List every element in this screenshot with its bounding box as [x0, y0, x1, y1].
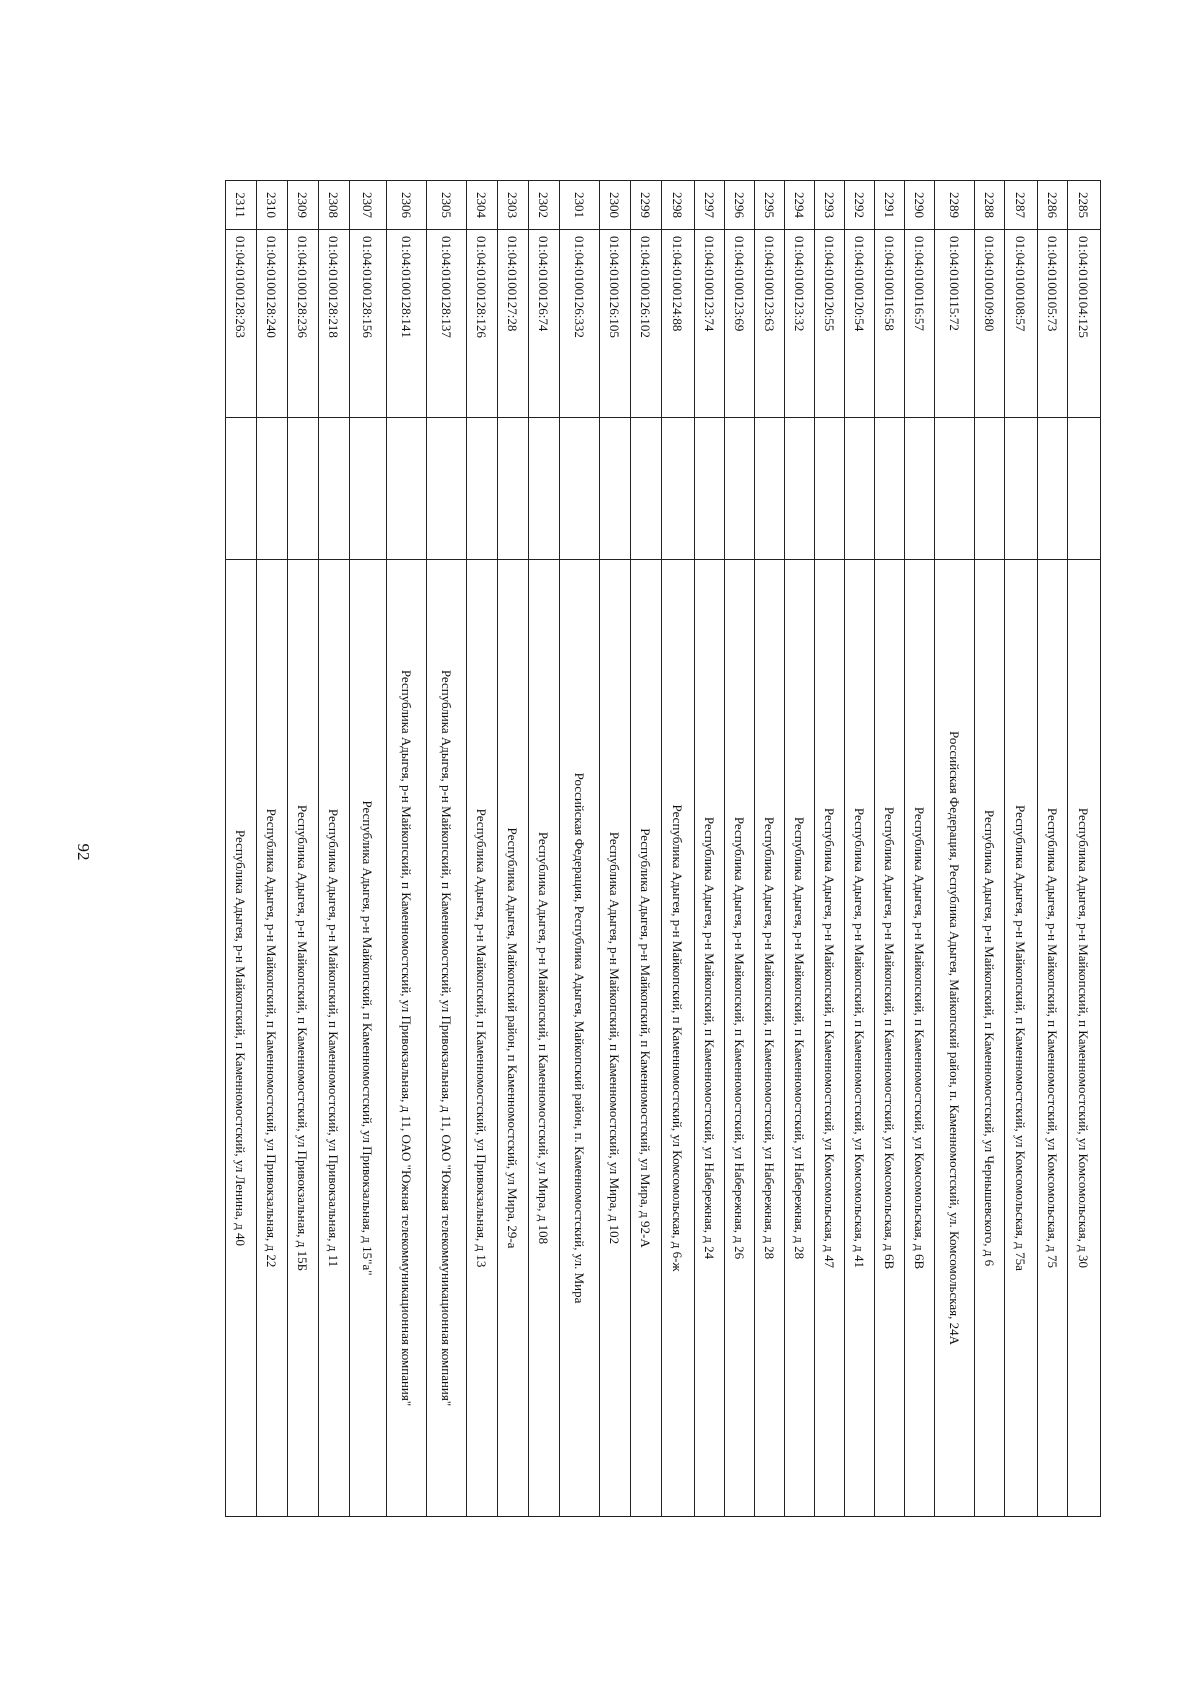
row-number: 2304: [467, 181, 498, 230]
table-row: [631, 181, 662, 1517]
address: Республика Адыгея, р-н Майкопский, п Каменномостский, ул Чернышевского, д 6: [975, 560, 1005, 1517]
table-row: [755, 181, 785, 1517]
table-row: [1068, 181, 1101, 1517]
table-row: [875, 181, 905, 1517]
empty-cell: [755, 418, 785, 560]
table-row: [725, 181, 755, 1517]
row-number: 2311: [226, 181, 257, 230]
empty-cell: [387, 418, 427, 560]
address: Республика Адыгея, р-н Майкопский, п Каменномостский, ул Набережная, д 26: [725, 560, 755, 1517]
empty-cell: [875, 418, 905, 560]
cadastral-number: 01:04:0100108:57: [1005, 230, 1038, 418]
row-number: 2310: [257, 181, 288, 230]
row-number: 2288: [975, 181, 1005, 230]
row-number: 2297: [695, 181, 725, 230]
table-row: [785, 181, 815, 1517]
row-number: 2298: [662, 181, 695, 230]
cadastral-number: 01:04:0100116:57: [905, 230, 935, 418]
address: Республика Адыгея, р-н Майкопский, п Каменномостский, ул Комсомольская, д 41: [845, 560, 875, 1517]
cadastral-number: 01:04:0100126:102: [631, 230, 662, 418]
row-number: 2303: [498, 181, 529, 230]
address: Российская Федерация, Республика Адыгея, Майкопский район, п. Каменномостский, ул. Комсомольская, 24А: [935, 560, 975, 1517]
empty-cell: [662, 418, 695, 560]
row-number: 2308: [319, 181, 350, 230]
address: Республика Адыгея, р-н Майкопский, п Каменномостский, ул Привокзальная, д 15Б: [288, 560, 319, 1517]
table-row: [467, 181, 498, 1517]
row-number: 2292: [845, 181, 875, 230]
table-row: [695, 181, 725, 1517]
table-row: [1005, 181, 1038, 1517]
address: Республика Адыгея, р-н Майкопский, п Каменномостский, ул Мира, д 92-А: [631, 560, 662, 1517]
row-number: 2289: [935, 181, 975, 230]
empty-cell: [1005, 418, 1038, 560]
row-number: 2309: [288, 181, 319, 230]
cadastral-number: 01:04:0100128:137: [427, 230, 467, 418]
address: Республика Адыгея, р-н Майкопский, п Каменномостский, ул Мира, д 102: [600, 560, 631, 1517]
address: Республика Адыгея, р-н Майкопский, п Каменномостский, ул Комсомольская, д 6-ж: [662, 560, 695, 1517]
row-number: 2301: [560, 181, 600, 230]
empty-cell: [498, 418, 529, 560]
empty-cell: [427, 418, 467, 560]
empty-cell: [725, 418, 755, 560]
cadastral-number: 01:04:0100124:88: [662, 230, 695, 418]
address: Республика Адыгея, р-н Майкопский, п Каменномостский, ул Привокзальная, д 15"а": [350, 560, 387, 1517]
cadastral-number: 01:04:0100126:105: [600, 230, 631, 418]
cadastral-number: 01:04:0100115:72: [935, 230, 975, 418]
empty-cell: [467, 418, 498, 560]
registry-table: [225, 180, 1101, 1517]
page-number: 92: [74, 843, 93, 861]
empty-cell: [600, 418, 631, 560]
cadastral-number: 01:04:0100128:156: [350, 230, 387, 418]
cadastral-number: 01:04:0100116:58: [875, 230, 905, 418]
empty-cell: [1038, 418, 1068, 560]
row-number: 2293: [815, 181, 845, 230]
address: Республика Адыгея, р-н Майкопский, п Каменномостский, ул Ленина, д 40: [226, 560, 257, 1517]
row-number: 2291: [875, 181, 905, 230]
empty-cell: [815, 418, 845, 560]
cadastral-number: 01:04:0100104:125: [1068, 230, 1101, 418]
row-number: 2300: [600, 181, 631, 230]
registry-table-body: [226, 181, 1101, 1517]
row-number: 2296: [725, 181, 755, 230]
row-number: 2302: [529, 181, 560, 230]
empty-cell: [529, 418, 560, 560]
address: Республика Адыгея, р-н Майкопский, п Каменномостский, ул Набережная, д 28: [785, 560, 815, 1517]
address: Республика Адыгея, р-н Майкопский, п Каменномостский, ул Комсомольская, д 75: [1038, 560, 1068, 1517]
empty-cell: [935, 418, 975, 560]
empty-cell: [560, 418, 600, 560]
empty-cell: [845, 418, 875, 560]
cadastral-number: 01:04:0100109:80: [975, 230, 1005, 418]
cadastral-number: 01:04:0100128:218: [319, 230, 350, 418]
table-row: [288, 181, 319, 1517]
row-number: 2299: [631, 181, 662, 230]
address: Республика Адыгея, р-н Майкопский, п Каменномостский, ул Привокзальная, д 13: [467, 560, 498, 1517]
address: Республика Адыгея, р-н Майкопский, п Каменномостский, ул Комсомольская, д 75а: [1005, 560, 1038, 1517]
table-row: [427, 181, 467, 1517]
row-number: 2306: [387, 181, 427, 230]
empty-cell: [975, 418, 1005, 560]
table-row: [975, 181, 1005, 1517]
table-row: [498, 181, 529, 1517]
cadastral-number: 01:04:0100105:73: [1038, 230, 1068, 418]
address: Республика Адыгея, р-н Майкопский, п Каменномостский, ул Привокзальная, д 11: [319, 560, 350, 1517]
address: Республика Адыгея, р-н Майкопский, п Каменномостский, ул Комсомольская, д 30: [1068, 560, 1101, 1517]
address: Республика Адыгея, р-н Майкопский, п Каменномостский, ул Привокзальная, д 11, ОАО "Южная телекоммуникационная компания": [427, 560, 467, 1517]
row-number: 2307: [350, 181, 387, 230]
table-row: [350, 181, 387, 1517]
table-row: [905, 181, 935, 1517]
table-row: [600, 181, 631, 1517]
cadastral-number: 01:04:0100126:332: [560, 230, 600, 418]
empty-cell: [785, 418, 815, 560]
cadastral-number: 01:04:0100128:263: [226, 230, 257, 418]
cadastral-number: 01:04:0100128:126: [467, 230, 498, 418]
row-number: 2294: [785, 181, 815, 230]
cadastral-number: 01:04:0100123:63: [755, 230, 785, 418]
cadastral-number: 01:04:0100128:141: [387, 230, 427, 418]
table-row: [529, 181, 560, 1517]
registry-table-rotated: [172, 180, 1101, 1517]
cadastral-number: 01:04:0100120:54: [845, 230, 875, 418]
cadastral-number: 01:04:0100123:32: [785, 230, 815, 418]
table-row: [815, 181, 845, 1517]
empty-cell: [350, 418, 387, 560]
address: Республика Адыгея, р-н Майкопский, п Каменномостский, ул Набережная, д 28: [755, 560, 785, 1517]
table-row: [319, 181, 350, 1517]
address: Республика Адыгея, р-н Майкопский, п Каменномостский, ул Мира, д 108: [529, 560, 560, 1517]
empty-cell: [319, 418, 350, 560]
row-number: 2290: [905, 181, 935, 230]
cadastral-number: 01:04:0100128:236: [288, 230, 319, 418]
address: Республика Адыгея, р-н Майкопский, п Каменномостский, ул Набережная, д 24: [695, 560, 725, 1517]
empty-cell: [905, 418, 935, 560]
cadastral-number: 01:04:0100127:28: [498, 230, 529, 418]
empty-cell: [1068, 418, 1101, 560]
row-number: 2286: [1038, 181, 1068, 230]
empty-cell: [257, 418, 288, 560]
cadastral-number: 01:04:0100126:74: [529, 230, 560, 418]
cadastral-number: 01:04:0100120:55: [815, 230, 845, 418]
address: Республика Адыгея, р-н Майкопский, п Каменномостский, ул Комсомольская, д 6В: [905, 560, 935, 1517]
registry-table-frame: [172, 180, 1101, 1517]
table-row: [257, 181, 288, 1517]
table-row: [387, 181, 427, 1517]
row-number: 2305: [427, 181, 467, 230]
table-row: [662, 181, 695, 1517]
table-row: [935, 181, 975, 1517]
address: Республика Адыгея, р-н Майкопский, п Каменномостский, ул Комсомольская, д 6В: [875, 560, 905, 1517]
row-number: 2285: [1068, 181, 1101, 230]
address: Республика Адыгея, р-н Майкопский, п Каменномостский, ул Привокзальная, д 11, ОАО "Южная телекоммуникационная компания": [387, 560, 427, 1517]
cadastral-number: 01:04:0100123:69: [725, 230, 755, 418]
address: Республика Адыгея, Майкопский район, п Каменномостский, ул Мира, 29-а: [498, 560, 529, 1517]
empty-cell: [288, 418, 319, 560]
empty-cell: [695, 418, 725, 560]
row-number: 2295: [755, 181, 785, 230]
empty-cell: [226, 418, 257, 560]
table-row: [226, 181, 257, 1517]
address: Республика Адыгея, р-н Майкопский, п Каменномостский, ул Привокзальная, д 22: [257, 560, 288, 1517]
empty-cell: [631, 418, 662, 560]
address: Российская Федерация, Республика Адыгея, Майкопский район, п. Каменномостский, ул. Мира: [560, 560, 600, 1517]
cadastral-number: 01:04:0100123:74: [695, 230, 725, 418]
row-number: 2287: [1005, 181, 1038, 230]
address: Республика Адыгея, р-н Майкопский, п Каменномостский, ул Комсомольская, д 47: [815, 560, 845, 1517]
table-row: [845, 181, 875, 1517]
cadastral-number: 01:04:0100128:240: [257, 230, 288, 418]
table-row: [560, 181, 600, 1517]
table-row: [1038, 181, 1068, 1517]
